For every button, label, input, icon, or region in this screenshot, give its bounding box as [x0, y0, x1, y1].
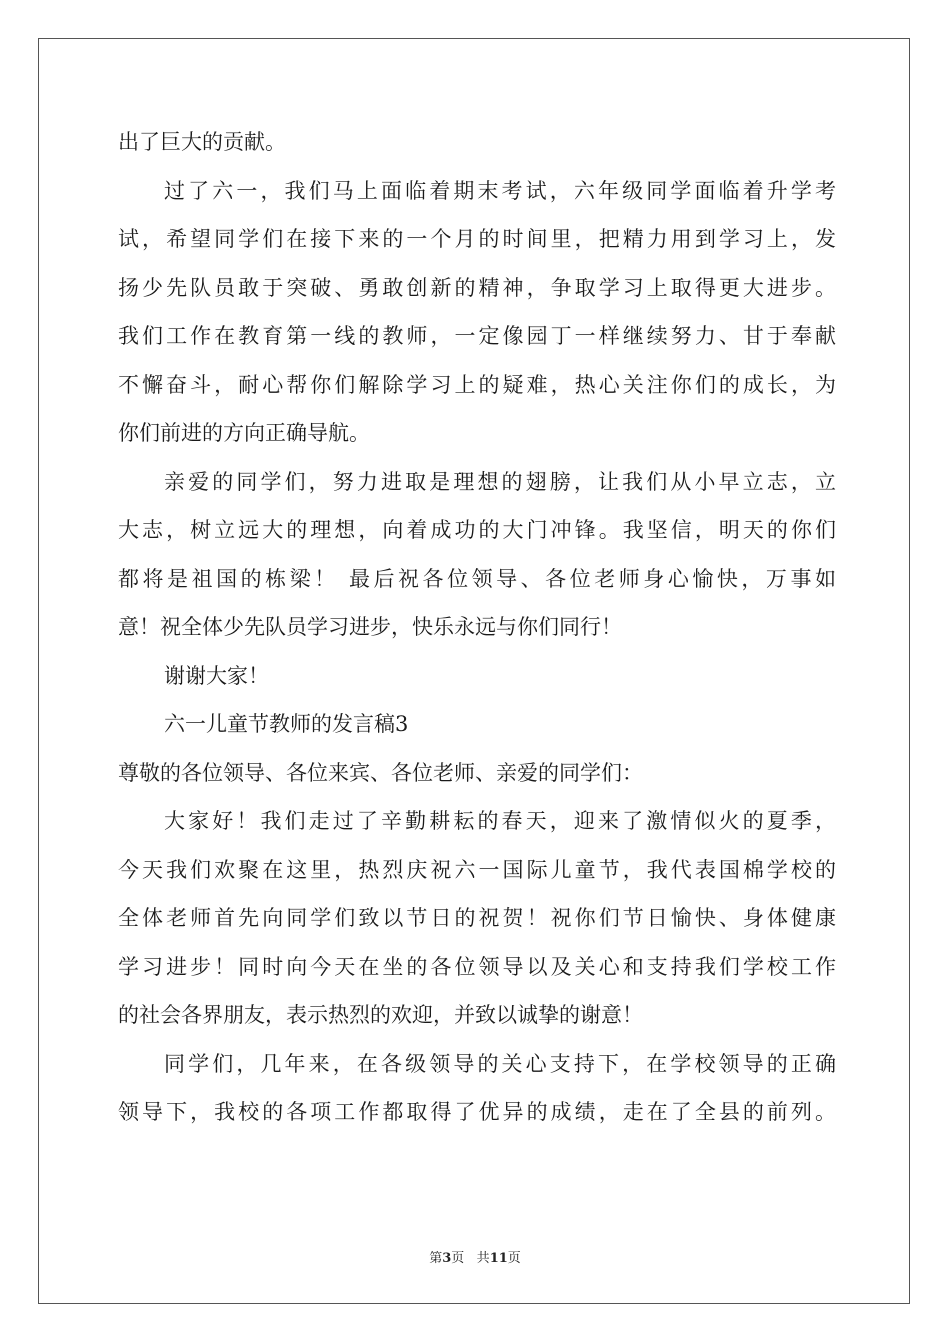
text-line: 亲爱的同学们，努力进取是理想的翅膀，让我们从小早立志，立 — [164, 469, 836, 494]
text-line: 试，希望同学们在接下来的一个月的时间里，把精力用到学习上，发 — [118, 227, 836, 251]
page-number-suffix: 页 — [451, 1251, 465, 1266]
page-total: 11 — [489, 1251, 508, 1266]
text-line: 领导下，我校的各项工作都取得了优异的成绩，走在了全县的前列。 — [118, 1100, 836, 1124]
text-line: 扬少先队员敢于突破、勇敢创新的精神，争取学习上取得更大进步。 — [118, 275, 836, 300]
text-line: 大志，树立远大的理想，向着成功的大门冲锋。我坚信，明天的你们 — [118, 518, 836, 542]
text-line: 大家好！我们走过了辛勤耕耘的春天，迎来了激情似火的夏季， — [164, 809, 836, 833]
text-line: 尊敬的各位领导、各位来宾、各位老师、亲爱的同学们： — [118, 760, 643, 785]
text-line: 同学们，几年来，在各级领导的关心支持下，在学校领导的正确 — [164, 1051, 836, 1076]
text-line: 谢谢大家！ — [164, 663, 269, 688]
text-line: 我们工作在教育第一线的教师，一定像园丁一样继续努力、甘于奉献 — [118, 324, 836, 348]
document-body — [118, 118, 836, 1137]
text-line: 意！祝全体少先队员学习进步，快乐永远与你们同行！ — [118, 615, 622, 639]
page-footer — [0, 1247, 950, 1266]
text-line: 不懈奋斗，耐心帮你们解除学习上的疑难，热心关注你们的成长，为 — [118, 372, 836, 397]
text-line: 六一儿童节教师的发言稿3 — [164, 712, 409, 736]
page-number-prefix: 第 — [429, 1251, 443, 1266]
text-line: 出了巨大的贡献。 — [118, 130, 286, 154]
page-total-prefix: 共 — [476, 1251, 490, 1266]
text-line: 全体老师首先向同学们致以节日的祝贺！祝你们节日愉快、身体健康 — [118, 906, 836, 930]
text-line: 你们前进的方向正确导航。 — [118, 421, 370, 445]
text-line: 都将是祖国的栋梁！ 最后祝各位领导、各位老师身心愉快，万事如 — [118, 566, 836, 591]
text-line: 学习进步！同时向今天在坐的各位领导以及关心和支持我们学校工作 — [118, 954, 836, 979]
text-line: 的社会各界朋友，表示热烈的欢迎，并致以诚挚的谢意！ — [118, 1003, 643, 1027]
page-number-current: 3 — [442, 1251, 452, 1266]
text-line: 今天我们欢聚在这里，热烈庆祝六一国际儿童节，我代表国棉学校的 — [118, 857, 836, 882]
page-total-suffix: 页 — [507, 1251, 521, 1266]
text-line: 过了六一，我们马上面临着期末考试，六年级同学面临着升学考 — [164, 178, 836, 203]
